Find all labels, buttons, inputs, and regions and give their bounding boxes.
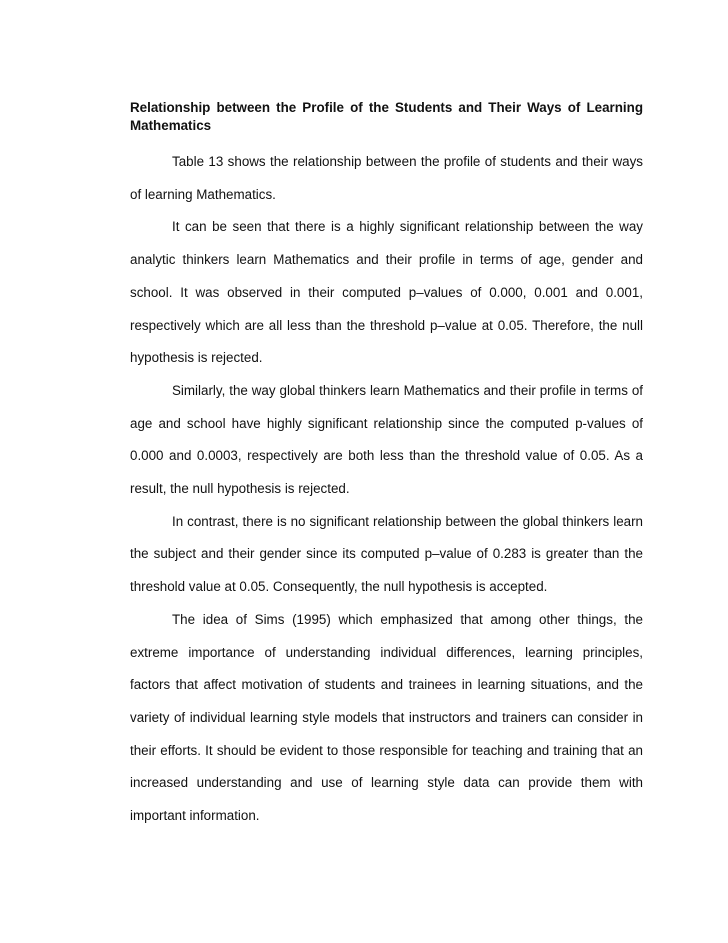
paragraph-global-thinkers: Similarly, the way global thinkers learn Mathematics and their profile in terms of age and school have highly significant relationship since the computed p-values of 0.000 and 0.0003, respectively are both less than the threshold value of 0.05. As a result, the null hypothesis is rejected. <box>130 382 643 497</box>
paragraph-gender: In contrast, there is no significant relationship between the global thinkers learn the subject and their gender since its computed p–value of 0.283 is greater than the threshold value at 0.05. Consequently, the null hypothesis is accepted. <box>130 513 643 595</box>
section-heading: Relationship between the Profile of the Students and Their Ways of Learning Mathematics <box>130 100 643 133</box>
paragraph-analytic-thinkers: It can be seen that there is a highly significant relationship between the way analytic thinkers learn Mathematics and their profile in terms of age, gender and school. It was observed in their computed p–values of 0.000, 0.001 and 0.001, respectively which are all less than the threshold p–value at 0.05. Therefore, the null hypothesis is rejected. <box>130 219 643 366</box>
document-page <box>130 99 643 833</box>
paragraph-table-13: Table 13 shows the relationship between the profile of students and their ways of learning Mathematics. <box>130 154 643 202</box>
paragraph-sims: The idea of Sims (1995) which emphasized that among other things, the extreme importance of understanding individual differences, learning principles, factors that affect motivation of students and trainees in learning situations, and the variety of individual learning style models that instructors and trainers can consider in their efforts. It should be evident to those responsible for teaching and training that an increased understanding and use of learning style data can provide them with important information. <box>130 611 643 824</box>
